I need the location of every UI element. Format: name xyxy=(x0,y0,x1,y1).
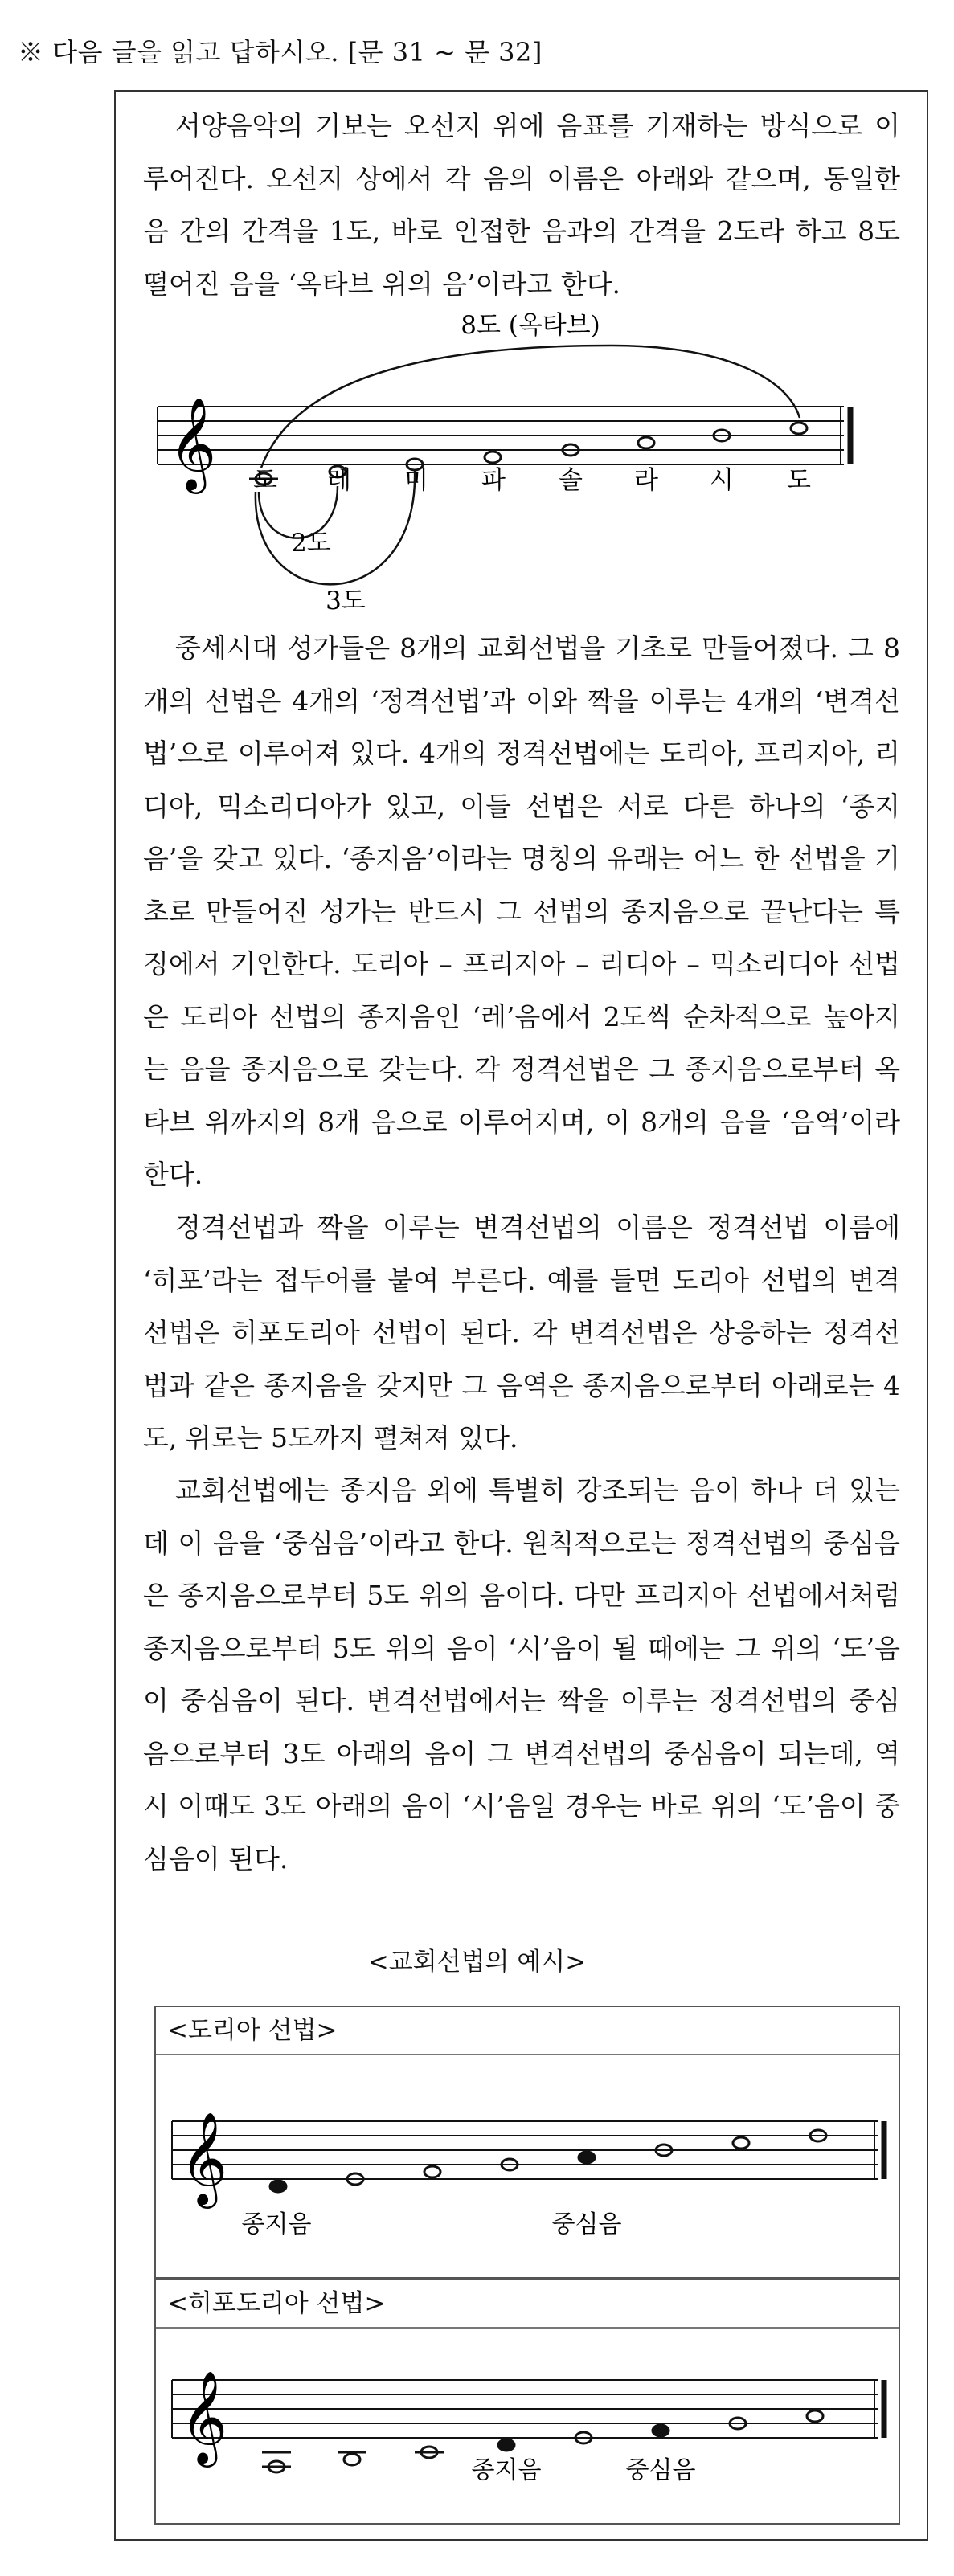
dorian-note-1 xyxy=(270,2181,286,2192)
note-fa xyxy=(485,452,501,463)
note-name-sol: 솔 xyxy=(559,466,583,495)
dorian-box xyxy=(154,2006,900,2279)
dorian-dominant-label: 중심음 xyxy=(551,2210,622,2239)
paragraph-3-text: 정격선법과 짝을 이루는 변격선법의 이름은 정격선법 이름에 ‘히포’라는 접두어를 붙여 부른다. 예를 들면 도리아 선법의 변격선법은 히포도리아 선법이 된다. 각 변격선법은 상응하는 정격선법과 같은 종지음을 갖지만 그 음역은 종지음으로부터 아래로는 4도, 위로는 5도까지 펼쳐져 있다. xyxy=(143,1212,900,1454)
paragraph-1-text: 서양음악의 기보는 오선지 위에 음표를 기재하는 방식으로 이루어진다. 오선지 상에서 각 음의 이름은 아래와 같으며, 동일한 음 간의 간격을 1도, 바로 인접한 음과의 간격을 2도라 하고 8도 떨어진 음을 ‘옥타브 위의 음’이라고 한다. xyxy=(143,110,900,300)
note-name-fa: 파 xyxy=(481,466,506,495)
example-caption: <교회선법의 예시> xyxy=(367,1948,587,1977)
note-name-re: 레 xyxy=(327,466,351,495)
paragraph-2 xyxy=(143,622,900,1201)
hypodorian-note-6 xyxy=(653,2425,669,2436)
note-name-do-high: 도 xyxy=(787,466,811,495)
treble-clef-icon: 𝄞 xyxy=(180,2370,228,2464)
paragraph-2-text: 중세시대 성가들은 8개의 교회선법을 기초로 만들어졌다. 그 8개의 선법은 4개의 ‘정격선법’과 이와 짝을 이루는 4개의 ‘변격선법’으로 이루어져 있다. 4개의 정격선법에는 도리아, 프리지아, 리디아, 믹소리디아가 있고, 이들 선법은 서로 다른 하나의 ‘종지음’을 갖고 있다. ‘종지음’이라는 명칭의 유래는 어느 한 선법을 기초로 만들어진 성가는 반드시 그 선법의 종지음으로 끝난다는 특징에서 기인한다. 도리아 – 프리지아 – 리디아 – 믹소리디아 선법은 도리아 선법의 종지음인 ‘레’음에서 2도씩 순차적으로 높아지는 음을 종지음으로 갖는다. 각 정격선법은 그 종지음으로부터 옥타브 위까지의 8개 음으로 이루어지며, 이 8개의 음을 ‘음역’이라 한다. xyxy=(143,632,900,1190)
paragraph-4 xyxy=(143,1464,900,1885)
hypodorian-box xyxy=(154,2279,900,2525)
paragraph-4-text: 교회선법에는 종지음 외에 특별히 강조되는 음이 하나 더 있는데 이 음을 ‘중심음’이라고 한다. 원칙적으로는 정격선법의 중심음은 종지음으로부터 5도 위의 음이다. 다만 프리지아 선법에서처럼 종지음으로부터 5도 위의 음이 ‘시’음이 될 때에는 그 위의 ‘도’음이 중심음이 된다. 변격선법에서는 짝을 이루는 정격선법의 중심음으로부터 3도 아래의 음이 그 변격선법의 중심음이 되는데, 역시 이때도 3도 아래의 음이 ‘시’음일 경우는 바로 위의 ‘도’음이 중심음이 된다. xyxy=(143,1474,900,1875)
dorian-note-5 xyxy=(579,2152,595,2163)
hypodorian-staff xyxy=(156,2329,899,2523)
dorian-note-7 xyxy=(733,2137,749,2149)
hypodorian-title: <히포도리아 선법> xyxy=(156,2280,899,2329)
question-instruction: ※ 다음 글을 읽고 답하시오. [문 31 ~ 문 32] xyxy=(18,37,543,67)
interval-3-label: 3도 xyxy=(326,587,366,615)
hypodorian-note-8 xyxy=(807,2410,823,2422)
treble-clef-icon: 𝄞 xyxy=(169,396,217,490)
note-name-si: 시 xyxy=(710,466,734,495)
hypodorian-note-4 xyxy=(498,2439,514,2451)
note-name-do: 도 xyxy=(253,466,277,495)
hypodorian-note-2 xyxy=(344,2454,360,2465)
note-name-la: 라 xyxy=(634,466,658,495)
note-name-staff xyxy=(0,0,954,643)
treble-clef-icon: 𝄞 xyxy=(180,2111,228,2205)
dorian-staff xyxy=(156,2055,899,2277)
interval-2-label: 2도 xyxy=(291,529,331,558)
octave-label: 8도 (옥타브) xyxy=(461,311,600,340)
note-la xyxy=(638,437,654,448)
hypodorian-final-label: 종지음 xyxy=(471,2456,542,2484)
dorian-final-label: 종지음 xyxy=(241,2210,312,2239)
staff-lines xyxy=(158,407,850,464)
note-do-high xyxy=(791,423,807,434)
hypodorian-dominant-label: 중심음 xyxy=(625,2456,696,2484)
dorian-title: <도리아 선법> xyxy=(156,2007,899,2055)
paragraph-3 xyxy=(143,1201,900,1465)
dorian-note-3 xyxy=(424,2166,440,2177)
note-name-mi: 미 xyxy=(404,466,428,495)
